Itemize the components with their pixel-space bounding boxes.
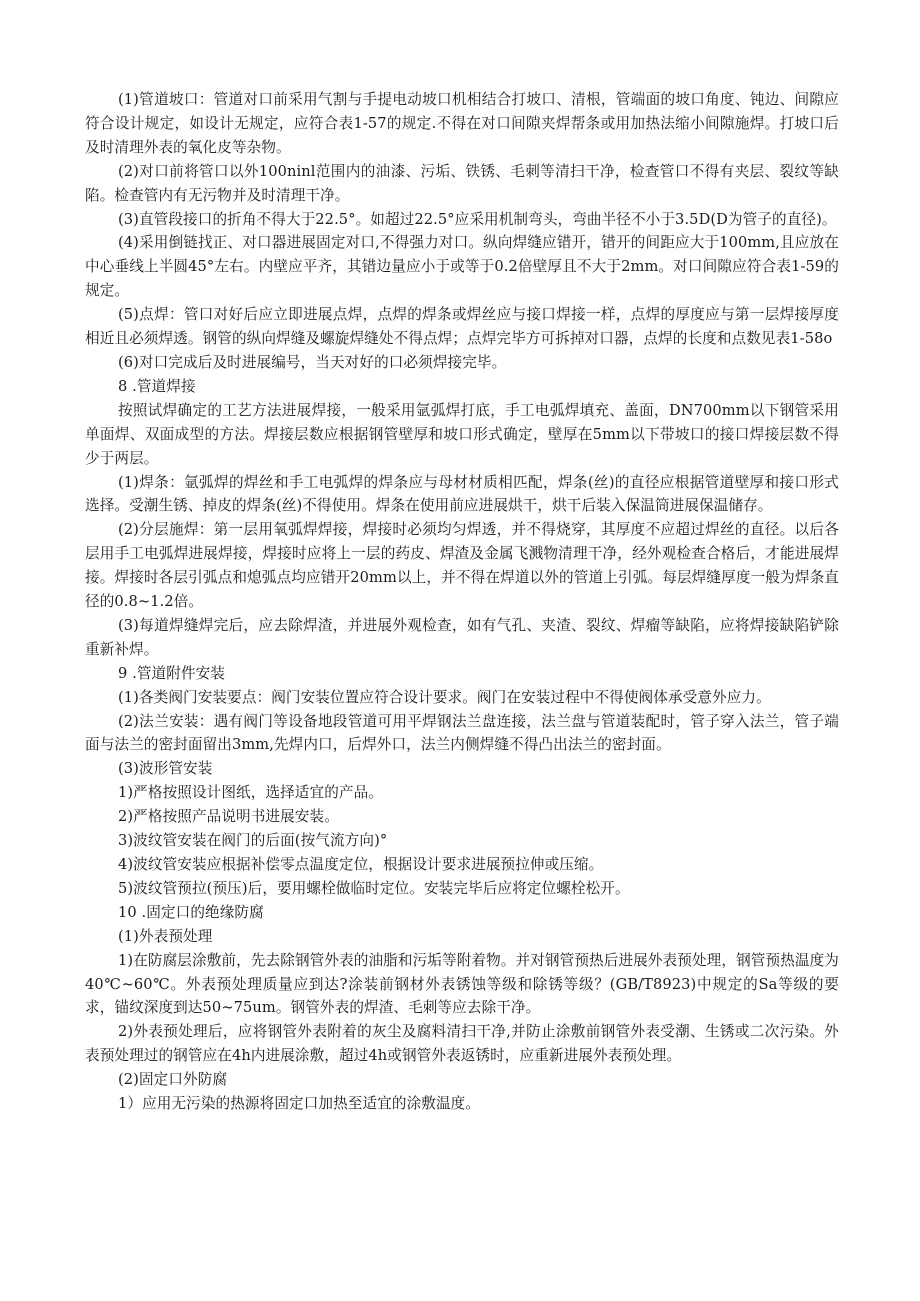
paragraph-joint-angle: (3)直管段接口的折角不得大于22.5°。如超过22.5°应采用机制弯头，弯曲半径不小于3.5D(D为管子的直径)。 bbox=[118, 210, 837, 228]
paragraph-pipe-bevel: (1)管道坡口：管道对口前采用气割与手提电动坡口机相结合打坡口、清根，管端面的坡口角度、钝边、间隙应符合设计规定，如设计无规定，应符合表1-57的规定.不得在对口间隙夹焊帮条或用加热法缩小间隙施焊。打坡口后及时清理外表的氧化皮等杂物。 bbox=[85, 91, 839, 156]
section-heading-welding: 8 .管道焊接 bbox=[118, 377, 196, 395]
paragraph-numbering: (6)对口完成后及时进展编号，当天对好的口必须焊接完毕。 bbox=[118, 353, 507, 371]
paragraph-alignment: (4)采用倒链找正、对口器进展固定对口,不得强力对口。纵向焊缝应错开，错开的间距应大于100mm,且应放在中心垂线上半圆45°左右。内壁应平齐，其错边量应小于或等于0.2倍壁厚且不大于2mm。对口间隙应符合表1-59的规定。 bbox=[85, 234, 839, 300]
paragraph-surface-prep-heading: (1)外表预处理 bbox=[118, 927, 213, 945]
list-item: 3)波纹管安装在阀门的后面(按气流方向)° bbox=[118, 832, 388, 850]
paragraph-joint-coating-1: 1）应用无污染的热源将固定口加热至适宜的涂敷温度。 bbox=[118, 1095, 481, 1113]
paragraph-welding-method: 按照试焊确定的工艺方法进展焊接，一般采用氩弧焊打底，手工电弧焊填充、盖面，DN700mm以下钢管采用单面焊、双面成型的方法。焊接层数应根据钢管壁厚和坡口形式确定，壁厚在5mm以下带坡口的接口焊接层数不得少于两层。 bbox=[85, 401, 839, 467]
paragraph-tack-weld: (5)点焊：管口对好后应立即进展点焊，点焊的焊条或焊丝应与接口焊接一样，点焊的厚度应与第一层焊接厚度相近且必须焊透。钢管的纵向焊缝及螺旋焊缝处不得点焊；点焊完毕方可拆掉对口器，点焊的长度和点数见表1-58o bbox=[85, 306, 839, 348]
list-item: 4)波纹管安装应根据补偿零点温度定位，根据设计要求进展预拉伸或压缩。 bbox=[118, 856, 604, 873]
section-heading-fittings: 9 .管道附件安装 bbox=[118, 664, 226, 682]
list-item: 2)严格按照产品说明书进展安装。 bbox=[118, 808, 339, 826]
paragraph-flanges: (2)法兰安装：遇有阀门等设备地段管道可用平焊钢法兰盘连接，法兰盘与管道装配时，管子穿入法兰，管子端面与法兰的密封面留出3mm,先焊内口，后焊外口，法兰内侧焊缝不得凸出法兰的密封面。 bbox=[85, 712, 839, 754]
paragraph-layered-welding: (2)分层施焊：第一层用氧弧焊焊接，焊接时必须均匀焊透，并不得烧穿，其厚度不应超过焊丝的直径。以后各层用手工电弧焊进展焊接，焊接时应将上一层的药皮、焊渣及金属飞溅物清理干净，经外观检查合格后，才能进展焊接。焊接时各层引弧点和熄弧点均应错开20mm以上，并不得在焊道以外的管道上引弧。每层焊缝厚度一般为焊条直径的0.8~1.2倍。 bbox=[85, 521, 839, 611]
paragraph-joint-coating-heading: (2)固定口外防腐 bbox=[118, 1071, 228, 1089]
paragraph-electrode: (1)焊条：氩弧焊的焊丝和手工电弧焊的焊条应与母材材质相匹配，焊条(丝)的直径应根据管道壁厚和接口形式选择。受潮生锈、掉皮的焊条(丝)不得使用。焊条在使用前应进展烘干，烘干后装入保温筒进展保温储存。 bbox=[85, 473, 839, 515]
paragraph-surface-prep-2: 2)外表预处理后，应将钢管外表附着的灰尘及腐料清扫干净,并防止涂敷前钢管外表受潮、生锈或二次污染。外表预处理过的钢管应在4h内进展涂敷，超过4h或钢管外表返锈时，应重新进展外表预处理。 bbox=[85, 1023, 839, 1065]
section-heading-corrosion: 10 .固定口的绝缘防腐 bbox=[118, 903, 264, 921]
list-item: 1)严格按照设计图纸，选择适宜的产品。 bbox=[118, 784, 383, 802]
paragraph-bellows-heading: (3)波形管安装 bbox=[118, 760, 213, 778]
paragraph-surface-prep-1: 1)在防腐层涂敷前，先去除钢管外表的油脂和污垢等附着物。并对钢管预热后进展外表预处理，钢管预热温度为40℃~60℃。外表预处理质量应到达?涂装前钢材外表锈蚀等级和除锈等级？(GB/T8923)中规定的Sa等级的要求，锚纹深度到达50~75um。钢管外表的焊渣、毛刺等应去除干净。 bbox=[85, 951, 839, 1017]
paragraph-slag-removal: (3)每道焊缝焊完后，应去除焊渣，并进展外观检查，如有气孔、夹渣、裂纹、焊瘤等缺陷，应将焊接缺陷铲除重新补焊。 bbox=[85, 616, 839, 658]
document-body bbox=[85, 88, 839, 1116]
paragraph-valves: (1)各类阀门安装要点：阀门安装位置应符合设计要求。阀门在安装过程中不得使阀体承受意外应力。 bbox=[118, 688, 771, 706]
list-item: 5)波纹管预拉(预压)后，要用螺栓做临时定位。安装完毕后应将定位螺栓松开。 bbox=[118, 879, 630, 897]
paragraph-pipe-cleaning: (2)对口前将管口以外100ninl范围内的油漆、污垢、铁锈、毛刺等清扫干净，检查管口不得有夹层、裂纹等缺陷。检查管内有无污物并及时清理干净。 bbox=[85, 162, 839, 204]
